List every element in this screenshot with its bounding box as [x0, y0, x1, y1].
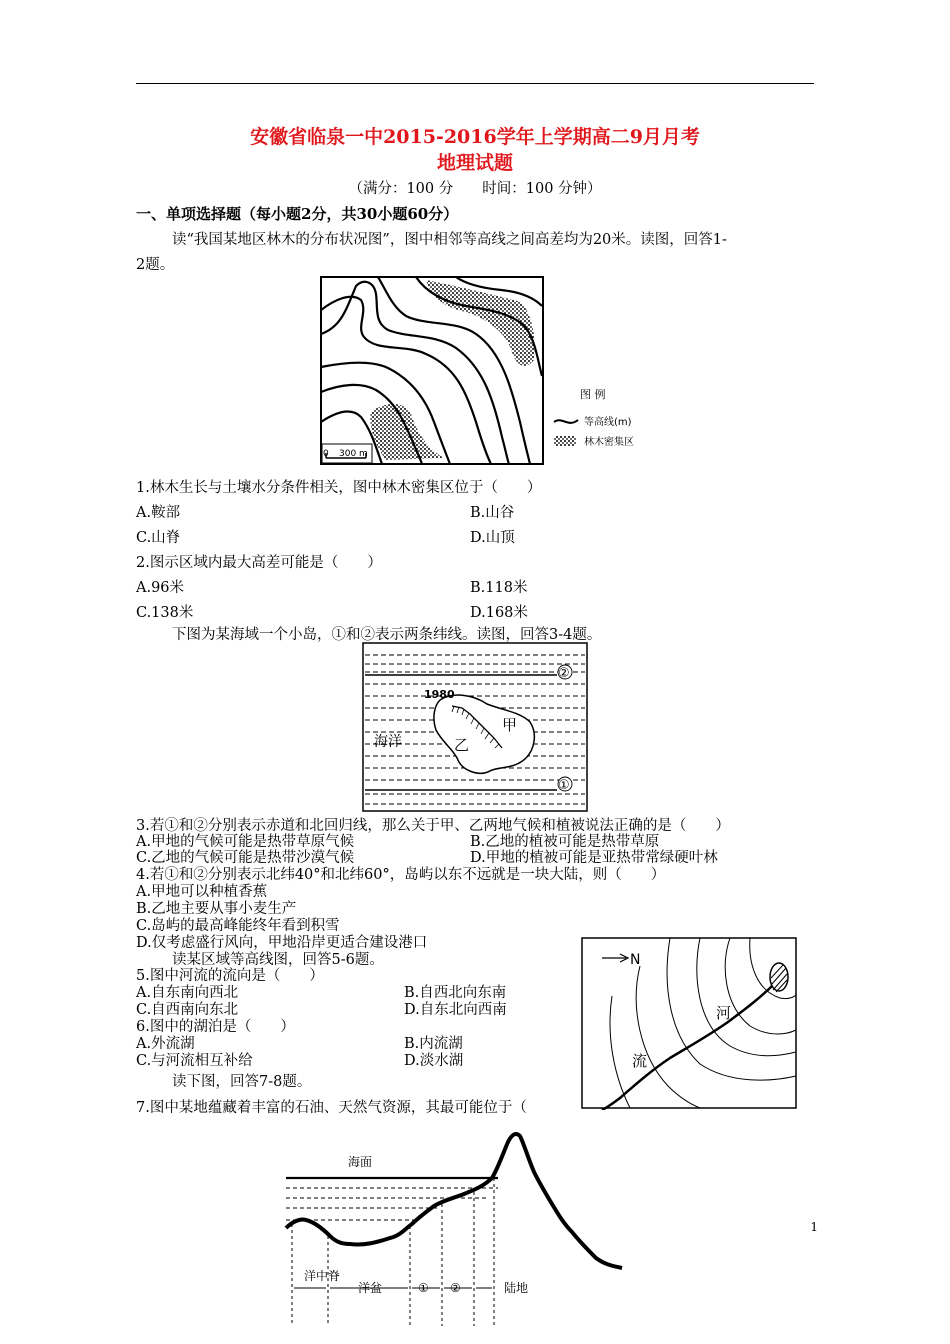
- q6-option-b[interactable]: B.内流湖: [404, 1036, 463, 1052]
- q4-option-d[interactable]: D.仅考虑盛行风向，甲地沿岸更适合建设港口: [136, 935, 428, 951]
- peak-elevation: 1980: [424, 688, 455, 701]
- label-site-2: ②: [450, 1281, 461, 1295]
- q4-option-c[interactable]: C.岛屿的最高峰能终年看到积雪: [136, 918, 340, 934]
- section-heading: 一、单项选择题（每小题2分，共30小题60分）: [136, 205, 459, 223]
- legend-title: 图 例: [580, 388, 606, 401]
- river-label-he: 河: [716, 1004, 732, 1022]
- q1-option-b[interactable]: B.山谷: [470, 505, 515, 521]
- q6-option-a[interactable]: A.外流湖: [136, 1036, 195, 1052]
- legend-contour-label: 等高线(m): [584, 417, 632, 428]
- q3-option-b[interactable]: B.乙地的植被可能是热带草原: [470, 834, 660, 850]
- q1-option-a[interactable]: A.鞍部: [136, 505, 181, 521]
- q2-option-c[interactable]: C.138米: [136, 605, 194, 621]
- q7-stem: 7.图中某地蕴藏着丰富的石油、天然气资源，其最可能位于（: [136, 1100, 527, 1116]
- seafloor-profile: [278, 1128, 628, 1342]
- q2-option-b[interactable]: B.118米: [470, 580, 528, 596]
- exam-info: （满分：100 分 时间：100 分钟）: [348, 181, 602, 197]
- q1-stem: 1.林木生长与土壤水分条件相关，图中林木密集区位于（ ）: [136, 480, 542, 496]
- sea-surface-label: 海面: [348, 1155, 373, 1169]
- q5-option-a[interactable]: A.自东南向西北: [136, 985, 239, 1001]
- river-contour-map: [580, 936, 798, 1110]
- intro-q5-6: 读某区域等高线图，回答5-6题。: [172, 952, 384, 968]
- label-land: 陆地: [504, 1281, 529, 1295]
- q5-option-b[interactable]: B.自西北向东南: [404, 985, 507, 1001]
- q3-option-a[interactable]: A.甲地的气候可能是热带草原气候: [136, 834, 355, 850]
- q2-option-a[interactable]: A.96米: [136, 580, 185, 596]
- q4-option-b[interactable]: B.乙地主要从事小麦生产: [136, 901, 297, 917]
- q5-stem: 5.图中河流的流向是（ ）: [136, 968, 324, 984]
- q6-option-c[interactable]: C.与河流相互补给: [136, 1053, 253, 1069]
- q2-option-d[interactable]: D.168米: [470, 605, 528, 621]
- q1-option-c[interactable]: C.山脊: [136, 530, 181, 546]
- seafloor-terrain: [286, 1134, 622, 1268]
- q3-stem: 3.若①和②分别表示赤道和北回归线，那么关于甲、乙两地气候和植被说法正确的是（ ）: [136, 818, 730, 834]
- document-title: 安徽省临泉一中2015-2016学年上学期高二9月月考: [250, 126, 700, 148]
- scale-label: 300 m: [339, 449, 368, 459]
- intro-q7-8: 读下图，回答7-8题。: [172, 1074, 312, 1090]
- q3-option-c[interactable]: C.乙地的气候可能是热带沙漠气候: [136, 850, 355, 866]
- q4-option-a[interactable]: A.甲地可以种植香蕉: [136, 884, 268, 900]
- legend-contour-symbol: [554, 420, 578, 423]
- document-subject: 地理试题: [436, 152, 513, 174]
- page-number: 1: [810, 1220, 818, 1234]
- site-yi: 乙: [454, 736, 470, 754]
- q1-option-d[interactable]: D.山顶: [470, 530, 515, 546]
- river-label-liu: 流: [632, 1052, 648, 1070]
- q6-stem: 6.图中的湖泊是（ ）: [136, 1019, 295, 1035]
- north-label: N: [630, 952, 641, 968]
- legend-forest-label: 林木密集区: [584, 437, 634, 448]
- header-rule: [136, 83, 814, 84]
- scale-zero: 0: [323, 449, 329, 459]
- intro-q3-4: 下图为某海域一个小岛，①和②表示两条纬线。读图，回答3-4题。: [172, 627, 602, 643]
- q6-option-d[interactable]: D.淡水湖: [404, 1053, 464, 1069]
- label-site-1: ①: [418, 1281, 429, 1295]
- island-map: [362, 642, 588, 812]
- q5-option-d[interactable]: D.自东北向西南: [404, 1002, 507, 1018]
- latitude-1: ①: [558, 778, 570, 793]
- latitude-2: ②: [558, 666, 570, 681]
- forest-contour-map: [316, 272, 646, 470]
- q3-option-d[interactable]: D.甲地的植被可能是亚热带常绿硬叶林: [470, 850, 718, 866]
- legend-forest-symbol: [554, 436, 576, 446]
- q4-stem: 4.若①和②分别表示北纬40°和北纬60°，岛屿以东不远就是一块大陆，则（ ）: [136, 867, 666, 883]
- intro-q1-2-line2: 2题。: [136, 257, 175, 273]
- label-ridge-1: 洋中脊: [304, 1269, 341, 1283]
- site-jia: 甲: [502, 716, 518, 734]
- q2-stem: 2.图示区域内最大高差可能是（ ）: [136, 555, 382, 571]
- q5-option-c[interactable]: C.自西南向东北: [136, 1002, 239, 1018]
- label-basin: 洋盆: [358, 1281, 383, 1295]
- intro-q1-2-line1: 读“我国某地区林木的分布状况图”，图中相邻等高线之间高差均为20米。读图，回答1-: [172, 232, 727, 248]
- ocean-label: 海洋: [374, 734, 402, 750]
